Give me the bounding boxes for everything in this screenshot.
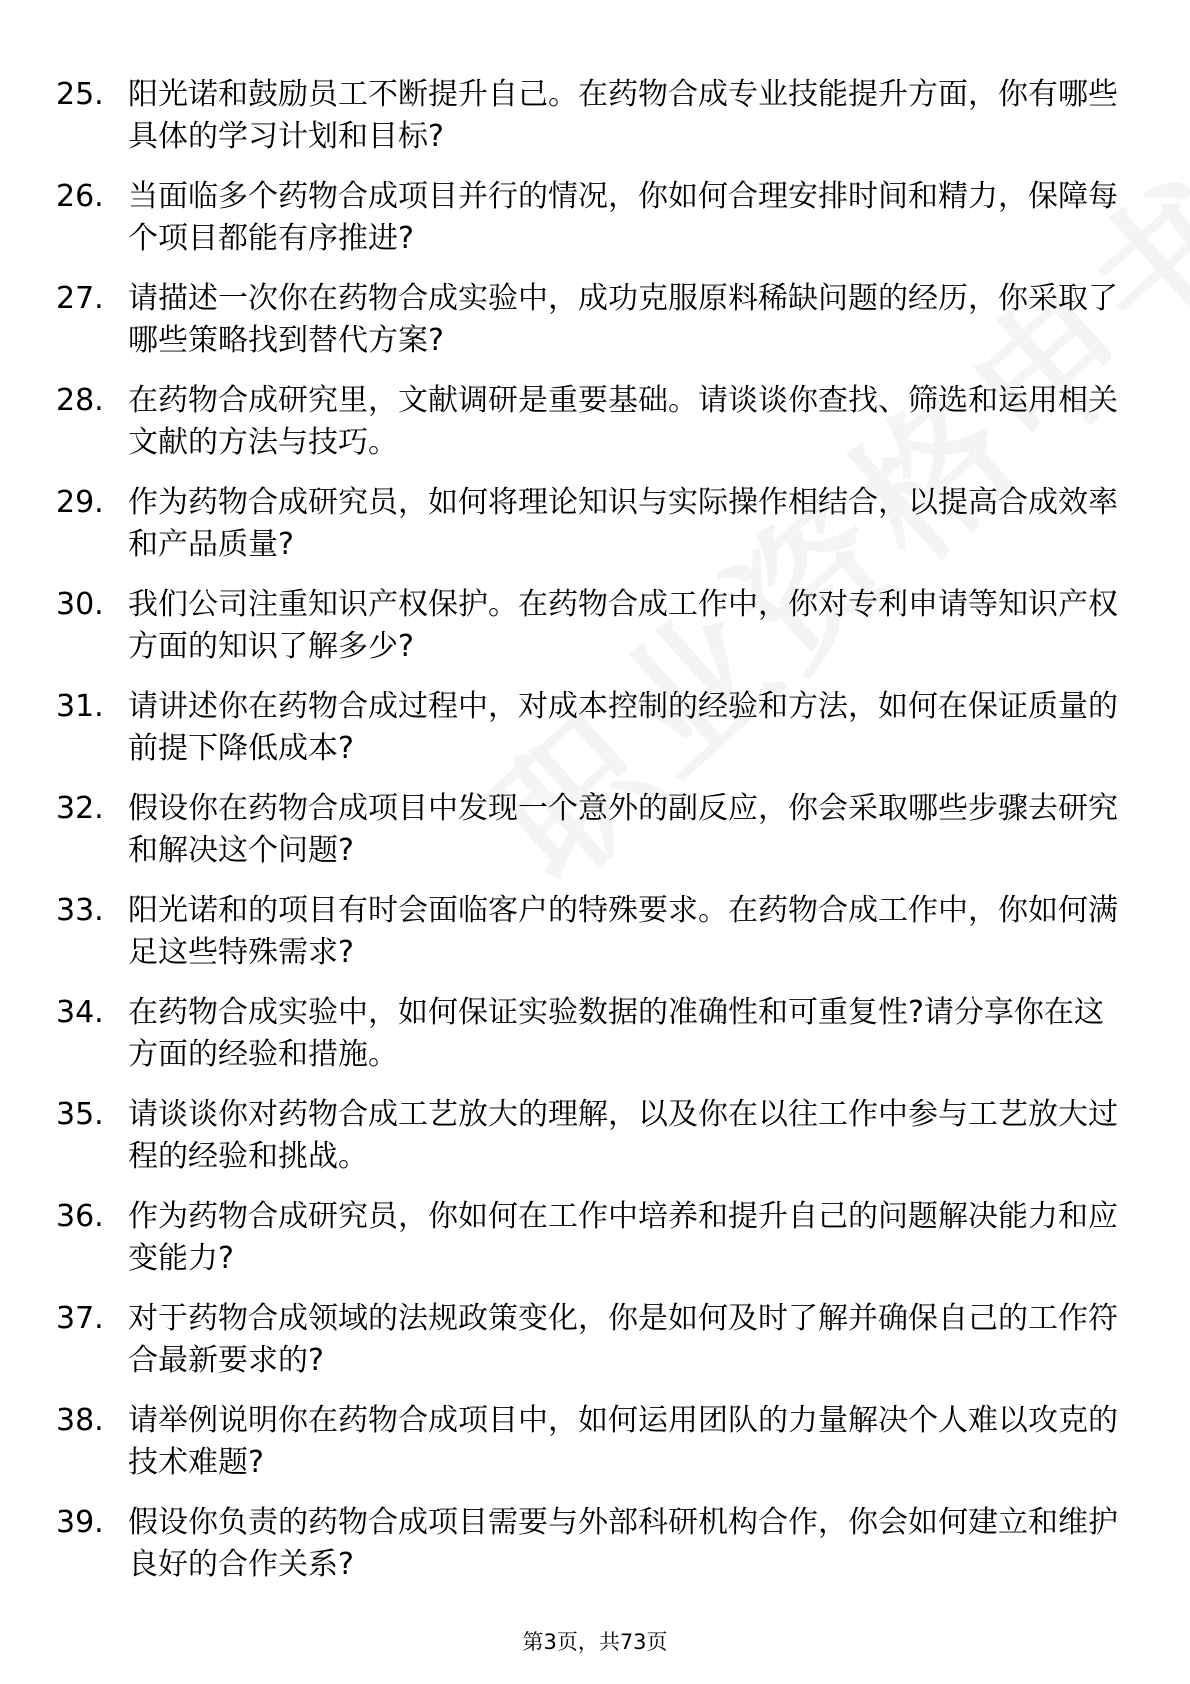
- list-item: [56, 1400, 1136, 1502]
- list-item: [56, 788, 1136, 890]
- list-item: [56, 992, 1136, 1094]
- question-number: 31.: [56, 689, 104, 724]
- list-item: [56, 1298, 1136, 1400]
- question-text: 阳光诺和的项目有时会面临客户的特殊要求。在药物合成工作中，你如何满足这些特殊需求?: [128, 893, 1118, 970]
- question-text: 请谈谈你对药物合成工艺放大的理解，以及你在以往工作中参与工艺放大过程的经验和挑战。: [128, 1097, 1118, 1174]
- question-text: 作为药物合成研究员，如何将理论知识与实际操作相结合，以提高合成效率和产品质量?: [128, 485, 1118, 562]
- question-text: 在药物合成实验中，如何保证实验数据的准确性和可重复性?请分享你在这方面的经验和措施。: [128, 995, 1104, 1072]
- question-number: 37.: [56, 1301, 104, 1336]
- question-number: 25.: [56, 77, 104, 112]
- list-item: [56, 380, 1136, 482]
- list-item: [56, 890, 1136, 992]
- question-text: 请讲述你在药物合成过程中，对成本控制的经验和方法，如何在保证质量的前提下降低成本?: [128, 689, 1118, 766]
- question-text: 对于药物合成领域的法规政策变化，你是如何及时了解并确保自己的工作符合最新要求的?: [128, 1301, 1118, 1378]
- question-number: 39.: [56, 1505, 104, 1540]
- question-number: 38.: [56, 1403, 104, 1438]
- question-number: 28.: [56, 383, 104, 418]
- question-text: 请举例说明你在药物合成项目中，如何运用团队的力量解决个人难以攻克的技术难题?: [128, 1403, 1118, 1480]
- question-number: 32.: [56, 791, 104, 826]
- list-item: [56, 482, 1136, 584]
- question-text: 当面临多个药物合成项目并行的情况，你如何合理安排时间和精力，保障每个项目都能有序推进?: [128, 179, 1118, 256]
- question-number: 29.: [56, 485, 104, 520]
- question-text: 在药物合成研究里，文献调研是重要基础。请谈谈你查找、筛选和运用相关文献的方法与技巧。: [128, 383, 1118, 460]
- list-item: [56, 1094, 1136, 1196]
- question-text: 请描述一次你在药物合成实验中，成功克服原料稀缺问题的经历，你采取了哪些策略找到替代方案?: [128, 281, 1118, 358]
- question-text: 我们公司注重知识产权保护。在药物合成工作中，你对专利申请等知识产权方面的知识了解多少?: [128, 587, 1118, 664]
- page-number-footer: 第3页，共73页: [522, 1630, 668, 1654]
- list-item: [56, 1502, 1136, 1604]
- question-text: 假设你负责的药物合成项目需要与外部科研机构合作，你会如何建立和维护良好的合作关系?: [128, 1505, 1118, 1582]
- question-text: 作为药物合成研究员，你如何在工作中培养和提升自己的问题解决能力和应变能力?: [128, 1199, 1118, 1276]
- question-number: 36.: [56, 1199, 104, 1234]
- question-list: [56, 74, 1136, 1604]
- question-number: 35.: [56, 1097, 104, 1132]
- list-item: [56, 74, 1136, 176]
- question-text: 假设你在药物合成项目中发现一个意外的副反应，你会采取哪些步骤去研究和解决这个问题?: [128, 791, 1118, 868]
- list-item: [56, 176, 1136, 278]
- list-item: [56, 1196, 1136, 1298]
- question-text: 阳光诺和鼓励员工不断提升自己。在药物合成专业技能提升方面，你有哪些具体的学习计划和目标?: [128, 77, 1118, 154]
- question-number: 34.: [56, 995, 104, 1030]
- list-item: [56, 584, 1136, 686]
- list-item: [56, 278, 1136, 380]
- question-number: 33.: [56, 893, 104, 928]
- question-number: 30.: [56, 587, 104, 622]
- question-number: 27.: [56, 281, 104, 316]
- list-item: [56, 686, 1136, 788]
- question-number: 26.: [56, 179, 104, 214]
